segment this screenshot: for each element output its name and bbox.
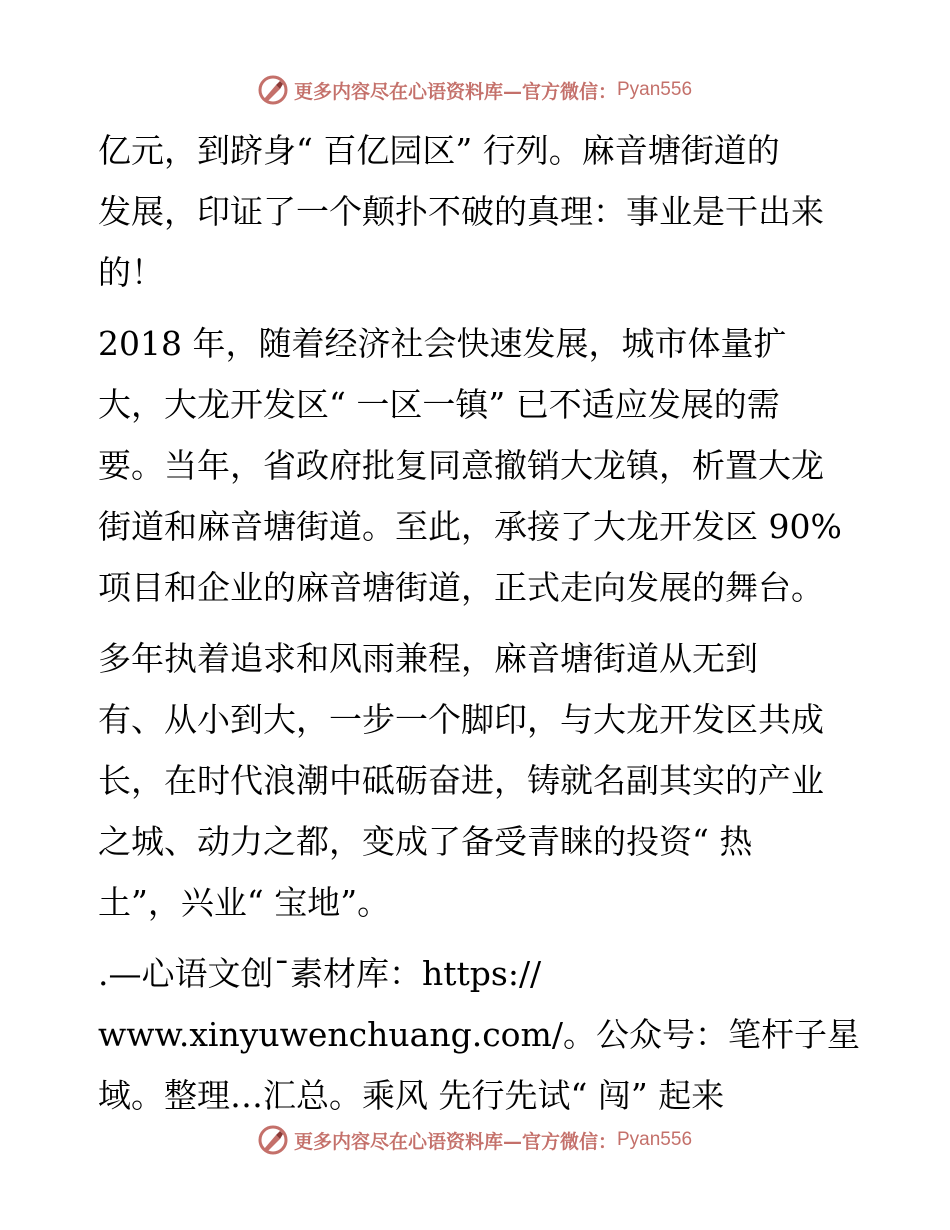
footer-banner-text: 更多内容尽在心语资料库—官方微信： [293, 1130, 617, 1153]
paragraph-4 [98, 943, 858, 1126]
text-line: 要。当年，省政府批复同意撤销大龙镇，析置大龙 [98, 446, 824, 485]
text-line: 域。整理…汇总。乘风 先行先试“ 闯” 起来 [98, 1076, 725, 1115]
text-line: www.xinyuwenchuang.com/。公众号：笔杆子星 [98, 1015, 860, 1054]
text-line: 多年执着追求和风雨兼程，麻音塘街道从无到 [98, 639, 758, 678]
paragraph-1 [98, 120, 858, 303]
text-line: 项目和企业的麻音塘街道，正式走向发展的舞台。 [98, 568, 824, 607]
pen-logo-icon [258, 1125, 288, 1155]
text-line: 街道和麻音塘街道。至此，承接了大龙开发区 90% [98, 507, 842, 546]
header-banner [0, 70, 950, 110]
text-line: 2018 年，随着经济社会快速发展，城市体量扩 [98, 324, 787, 363]
text-line: 土”，兴业“ 宝地”。 [98, 883, 391, 922]
header-banner-text: 更多内容尽在心语资料库—官方微信： [293, 80, 617, 103]
header-wechat-id: Pyan556 [617, 79, 693, 100]
text-line: 长，在时代浪潮中砥砺奋进，铸就名副其实的产业 [98, 761, 824, 800]
pen-logo-icon [258, 75, 288, 105]
text-line: 之城、动力之都，变成了备受青睐的投资“ 热 [98, 822, 753, 861]
footer-banner [0, 1120, 950, 1160]
text-line: 亿元，到跻身“ 百亿园区” 行列。麻音塘街道的 [98, 131, 780, 170]
text-line: 有、从小到大，一步一个脚印，与大龙开发区共成 [98, 700, 824, 739]
article-body [98, 120, 858, 1126]
text-line: 发展，印证了一个颠扑不破的真理：事业是干出来 [98, 192, 824, 231]
footer-wechat-id: Pyan556 [617, 1129, 693, 1150]
text-line: 大，大龙开发区“ 一区一镇” 已不适应发展的需 [98, 385, 780, 424]
text-line: 的！ [98, 253, 164, 292]
paragraph-2 [98, 313, 858, 618]
paragraph-3 [98, 628, 858, 933]
text-line: .—心语文创¯素材库：https:// [98, 954, 542, 993]
